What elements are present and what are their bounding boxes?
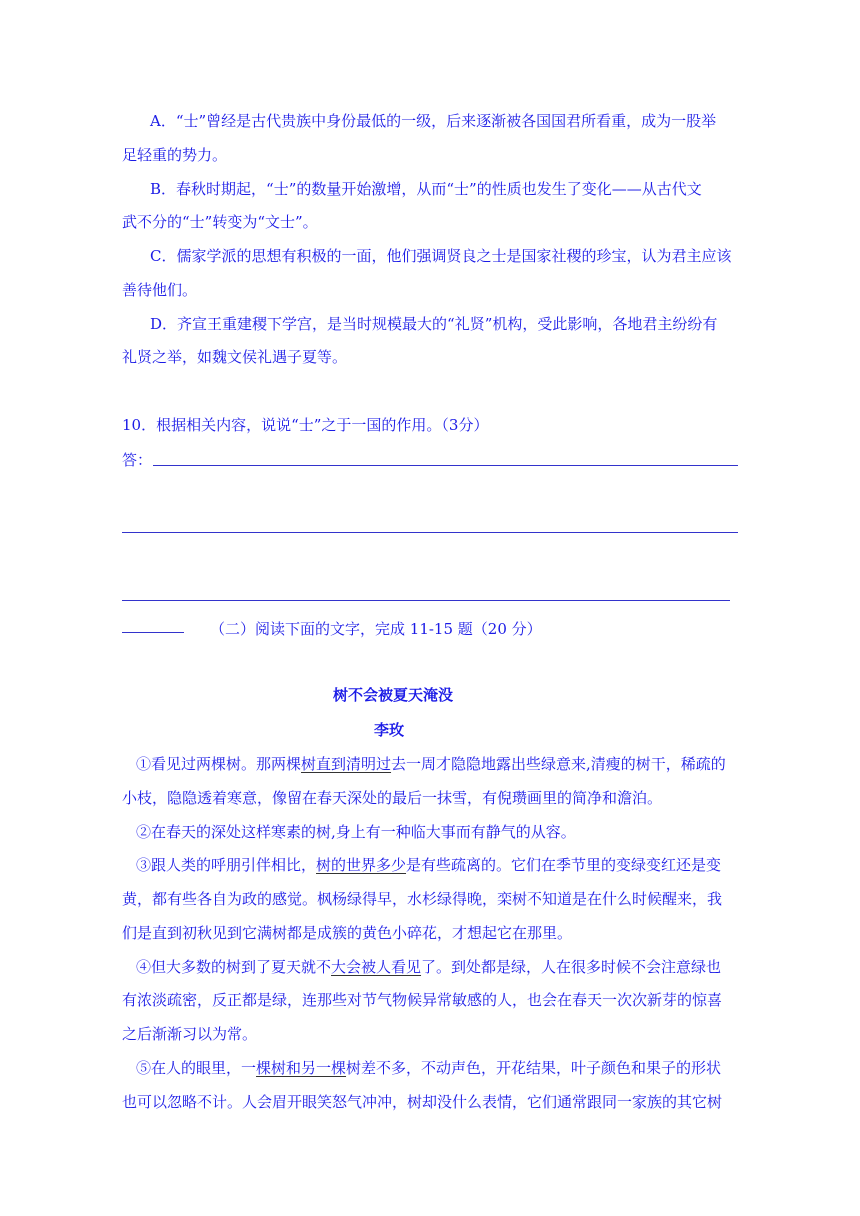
option-a-line-2: 足轻重的势力。 bbox=[122, 146, 228, 164]
answer-line-2[interactable] bbox=[122, 532, 738, 533]
paragraph-3-line-3: 们是直到初秋见到它满树都是成簇的黄色小碎花，才想起它在那里。 bbox=[122, 924, 573, 942]
p1-text-a: ①看见过两棵树。那两棵 bbox=[136, 755, 302, 773]
p5-underlined: 棵树和另一棵 bbox=[256, 1059, 347, 1077]
p1-underlined: 树直到清明过 bbox=[301, 755, 392, 773]
option-d-line-1: D．齐宣王重建稷下学宫，是当时规模最大的“礼贤”机构，受此影响，各地君主纷纷有 bbox=[150, 315, 718, 333]
paragraph-1-line-2: 小枝，隐隐透着寒意，像留在春天深处的最后一抹雪，有倪瓒画里的简净和澹泊。 bbox=[122, 789, 663, 807]
answer-line-3[interactable] bbox=[122, 600, 730, 601]
paragraph-4-line-2: 有浓淡疏密，反正都是绿，连那些对节气物候异常敏感的人，也会在春天一次次新芽的惊喜 bbox=[122, 991, 723, 1009]
option-c-line-1: C．儒家学派的思想有积极的一面，他们强调贤良之士是国家社稷的珍宝，认为君主应该 bbox=[150, 247, 732, 265]
paragraph-4-line-1 bbox=[136, 957, 721, 977]
paragraph-3-line-1 bbox=[136, 855, 721, 875]
option-d-line-2: 礼贤之举，如魏文侯礼遇子夏等。 bbox=[122, 348, 348, 366]
article-author: 李玫 bbox=[374, 721, 405, 739]
short-blank-line bbox=[122, 632, 184, 633]
option-b-line-2: 武不分的“士”转变为“文士”。 bbox=[122, 213, 318, 231]
p3-text-b: 是有些疏离的。它们在季节里的变绿变红还是变 bbox=[406, 856, 722, 874]
p4-underlined: 大会被人看见 bbox=[331, 958, 422, 976]
question-10-prompt: 10．根据相关内容，说说“士”之于一国的作用。（3分） bbox=[122, 416, 489, 434]
option-c-line-2: 善待他们。 bbox=[122, 281, 198, 299]
p5-text-a: ⑤在人的眼里，一 bbox=[136, 1059, 257, 1077]
paragraph-3-line-2: 黄，都有些各自为政的感觉。枫杨绿得早，水杉绿得晚，栾树不知道是在什么时候醒来，我 bbox=[122, 890, 723, 908]
paragraph-4-line-3: 之后渐渐习以为常。 bbox=[122, 1025, 258, 1043]
section-2-instruction: （二）阅读下面的文字，完成 11-15 题（20 分） bbox=[210, 620, 542, 638]
answer-line-1[interactable] bbox=[153, 465, 738, 466]
p5-text-b: 树差不多，不动声色，开花结果，叶子颜色和果子的形状 bbox=[346, 1059, 722, 1077]
p3-text-a: ③跟人类的呼朋引伴相比， bbox=[136, 856, 317, 874]
paragraph-1-line-1 bbox=[136, 754, 726, 774]
p4-text-b: 了。到处都是绿，人在很多时候不会注意绿也 bbox=[421, 958, 722, 976]
paragraph-2: ②在春天的深处这样寒素的树,身上有一种临大事而有静气的从容。 bbox=[136, 823, 576, 841]
option-b-line-1: B．春秋时期起，“士”的数量开始激增，从而“士”的性质也发生了变化——从古代文 bbox=[150, 180, 702, 198]
paragraph-5-line-1 bbox=[136, 1058, 721, 1078]
article-title: 树不会被夏天淹没 bbox=[333, 686, 454, 704]
paragraph-5-line-2: 也可以忽略不计。人会眉开眼笑怒气冲冲，树却没什么表情，它们通常跟同一家族的其它树 bbox=[122, 1093, 723, 1111]
option-a-line-1: A．“士”曾经是古代贵族中身份最低的一级，后来逐渐被各国国君所看重，成为一股举 bbox=[150, 112, 717, 130]
p4-text-a: ④但大多数的树到了夏天就不 bbox=[136, 958, 332, 976]
p3-underlined: 树的世界多少 bbox=[316, 856, 407, 874]
answer-label: 答： bbox=[122, 451, 153, 469]
p1-text-b: 去一周才隐隐地露出些绿意来,清瘦的树干，稀疏的 bbox=[391, 755, 726, 773]
